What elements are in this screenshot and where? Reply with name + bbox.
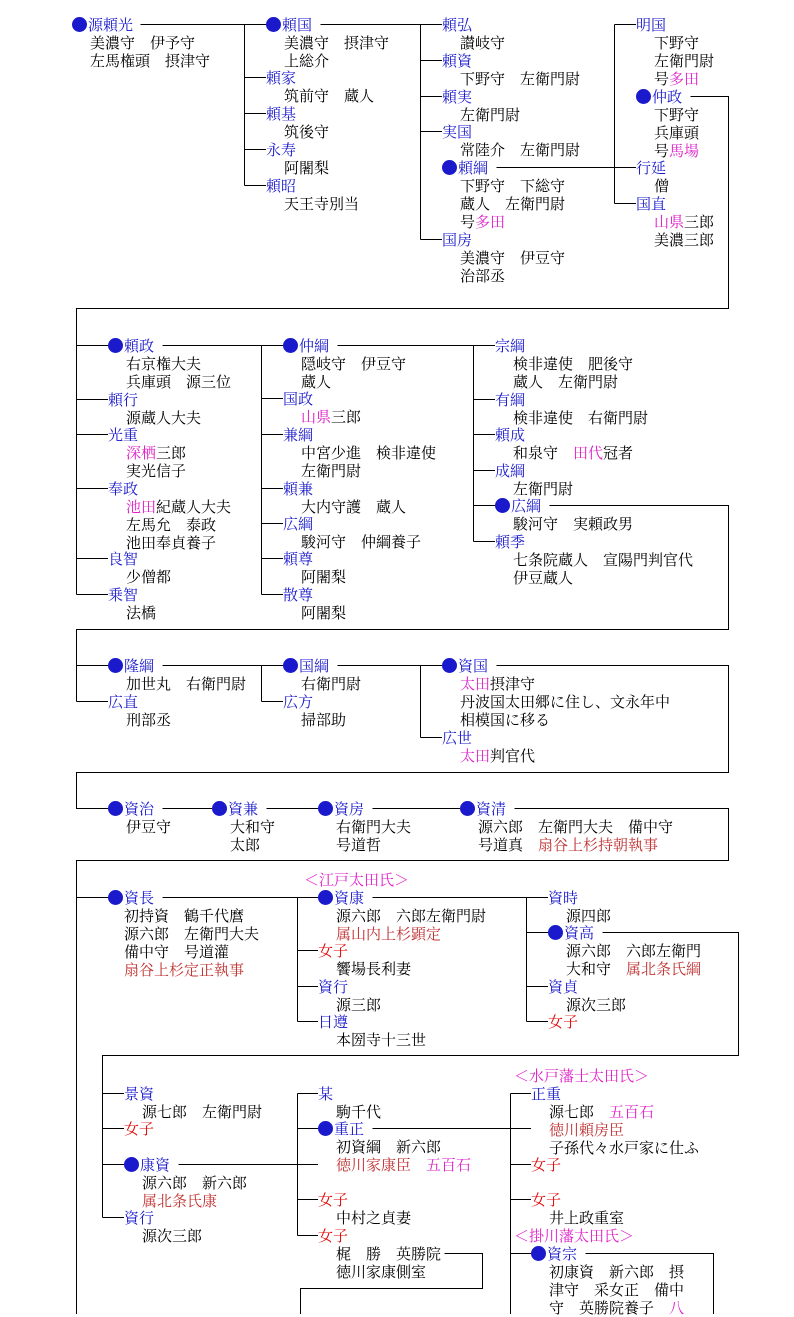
node-sukemune: 資宗 初康資 新六郎 摂 津守 采女正 備中 守 英勝院養子 八 [531, 1245, 684, 1317]
node-sukefusa: 資房 右衛門大夫 号道哲 [318, 800, 411, 854]
node-sukeyasu: 資康 源六郎 六郎左衛門尉 属山内上杉顕定 [318, 889, 486, 943]
marker-dot-icon [283, 338, 298, 353]
node-yoritsuna: 頼綱 下野守 下総守 蔵人 左衛門尉 号多田 [442, 159, 565, 231]
node-takatsuna: 隆綱 加世丸 右衛門尉 [108, 657, 246, 693]
node-tomomasa: 奉政 池田紀蔵人大夫 左馬允 泰政 池田奉貞養子 [108, 480, 232, 552]
node-kunitsuna: 国綱 右衛門尉 [283, 657, 361, 693]
node-sanekuni: 実国 常陸介 左衛門尉 [442, 123, 581, 159]
node-yorimasa: 頼政 右京権大夫 兵庫頭 源三位 [108, 337, 231, 391]
node-sukeyuki: 資行 源三郎 [318, 978, 382, 1014]
node-yorimitsu: 源頼光 美濃守 伊予守 左馬権頭 摂津守 [72, 16, 210, 70]
marker-dot-icon [266, 17, 281, 32]
node-yorikane: 頼兼 大内守護 蔵人 [283, 480, 407, 516]
node-yukinobu: 行延 僧 [636, 159, 670, 195]
node-sukeyuki-2: 資行 源次三郎 [124, 1209, 203, 1245]
node-suketoki: 資時 源四郎 [548, 889, 612, 925]
marker-dot-icon [636, 89, 651, 104]
marker-dot-icon [460, 801, 475, 816]
node-yorisuke: 頼資 下野守 左衛門尉 [442, 52, 581, 88]
node-jyoshi-5: 女子 梶 勝 英勝院 徳川家康側室 [318, 1227, 442, 1281]
node-jochi: 乗智 法橋 [108, 586, 157, 622]
marker-dot-icon [318, 801, 333, 816]
node-sukenaga: 資長 初持資 鶴千代麿 源六郎 左衛門大夫 備中守 号道灌 扇谷上杉定正執事 [108, 889, 259, 979]
marker-dot-icon [108, 890, 123, 905]
node-yorisue: 頼季 七条院蔵人 宣陽門判官代 伊豆蔵人 [495, 533, 694, 587]
clan-label-kakegawa: ＜掛川藩太田氏＞ [514, 1227, 635, 1245]
node-nichijun: 日遵 本圀寺十三世 [318, 1013, 427, 1049]
node-jyoshi-4: 女子 中村之貞妻 [318, 1191, 412, 1227]
node-naritsuna: 成綱 左衛門尉 [495, 462, 574, 498]
node-masashige: 正重 源七郎 五百石 徳川頼房臣 子孫代々水戸家に仕ふ [531, 1085, 700, 1157]
node-kuninao: 国直 山県三郎 美濃三郎 [636, 195, 715, 249]
node-sukeharu: 資治 伊豆守 [108, 800, 171, 836]
node-sukekuni: 資国 太田摂津守 丹波国太田郷に住し、文永年中 相模国に移る [442, 657, 670, 729]
node-hirotsuna: 広綱 駿河守 仲綱養子 [283, 515, 422, 551]
marker-dot-icon [442, 658, 457, 673]
node-aritsuna: 有綱 検非違使 右衛門尉 [495, 391, 649, 427]
node-sukekane: 資兼 大和守 太郎 [212, 800, 275, 854]
node-yorikuni: 頼国 美濃守 摂津守 上総介 [266, 16, 389, 70]
node-yorihiro: 頼弘 讃岐守 [442, 16, 506, 52]
marker-dot-icon [283, 658, 298, 673]
marker-dot-icon [548, 925, 563, 940]
marker-dot-icon [531, 1246, 546, 1261]
node-yorinari: 頼成 和泉守 田代冠者 [495, 426, 634, 462]
marker-dot-icon [72, 17, 87, 32]
marker-dot-icon [495, 498, 510, 513]
marker-dot-icon [108, 658, 123, 673]
marker-dot-icon [318, 1121, 333, 1136]
node-mitsushige: 光重 深栖三郎 実光信子 [108, 426, 187, 480]
node-munetsuna: 宗綱 検非違使 肥後守 蔵人 左衛門尉 [495, 337, 634, 391]
node-kanetsuna: 兼綱 中宮少進 検非違使 左衛門尉 [283, 426, 437, 480]
node-suketada: 資貞 源次三郎 [548, 978, 627, 1014]
node-jyoshi-6: 女子 [531, 1156, 562, 1174]
node-sanson: 散尊 阿闍梨 [283, 586, 347, 622]
marker-dot-icon [108, 338, 123, 353]
node-akikuni: 明国 下野守 左衛門尉 号多田 [636, 16, 715, 88]
node-yoriie: 頼家 筑前守 蔵人 [266, 69, 375, 105]
node-bou: 某 駒千代 [318, 1085, 382, 1121]
clan-label-mito: ＜水戸藩士太田氏＞ [514, 1067, 650, 1085]
node-yorizane: 頼実 左衛門尉 [442, 88, 521, 124]
node-jyoshi-7: 女子 井上政重室 [531, 1191, 625, 1227]
marker-dot-icon [124, 1157, 139, 1172]
node-sukekiyo: 資清 源六郎 左衛門大夫 備中守 号道真 扇谷上杉持朝執事 [460, 800, 673, 854]
node-yoriyuki: 頼行 源蔵人大夫 [108, 391, 202, 427]
node-raison: 頼尊 阿闍梨 [283, 550, 347, 586]
marker-dot-icon [212, 801, 227, 816]
node-nakatsuna: 仲綱 隠岐守 伊豆守 蔵人 [283, 337, 406, 391]
node-hiroyo: 広世 太田判官代 [442, 729, 536, 765]
node-eiju: 永寿 阿闍梨 [266, 141, 330, 177]
node-hironao: 広直 刑部丞 [108, 693, 172, 729]
node-hirotsuna2: 広綱 駿河守 実頼政男 [495, 497, 633, 533]
node-yoriaki: 頼昭 天王寺別当 [266, 177, 360, 213]
node-kunimasa: 国政 山県三郎 [283, 390, 362, 426]
node-jyoshi-2: 女子 [548, 1013, 579, 1031]
node-yasusuke: 康資 源六郎 新六郎 属北条氏康 [124, 1156, 247, 1210]
node-suketaka: 資高 源六郎 六郎左衛門 大和守 属北条氏綱 [548, 924, 701, 978]
marker-dot-icon [108, 801, 123, 816]
node-kunifusa: 国房 美濃守 伊豆守 治部丞 [442, 231, 566, 285]
marker-dot-icon [442, 160, 457, 175]
node-ryochi: 良智 少僧都 [108, 550, 172, 586]
node-hirokata: 広方 掃部助 [283, 693, 347, 729]
node-shigemasa: 重正 初資綱 新六郎 徳川家康臣 五百石 [318, 1120, 471, 1174]
node-nakamasa: 仲政 下野守 兵庫頭 号馬場 [636, 88, 699, 160]
node-jyoshi-3: 女子 [124, 1120, 155, 1138]
clan-label-edo: ＜江戸太田氏＞ [304, 871, 410, 889]
node-jyoshi-1: 女子 饗場長利妻 [318, 942, 412, 978]
marker-dot-icon [318, 890, 333, 905]
node-kagesuke: 景資 源七郎 左衛門尉 [124, 1085, 263, 1121]
node-yorimoto: 頼基 筑後守 [266, 105, 330, 141]
